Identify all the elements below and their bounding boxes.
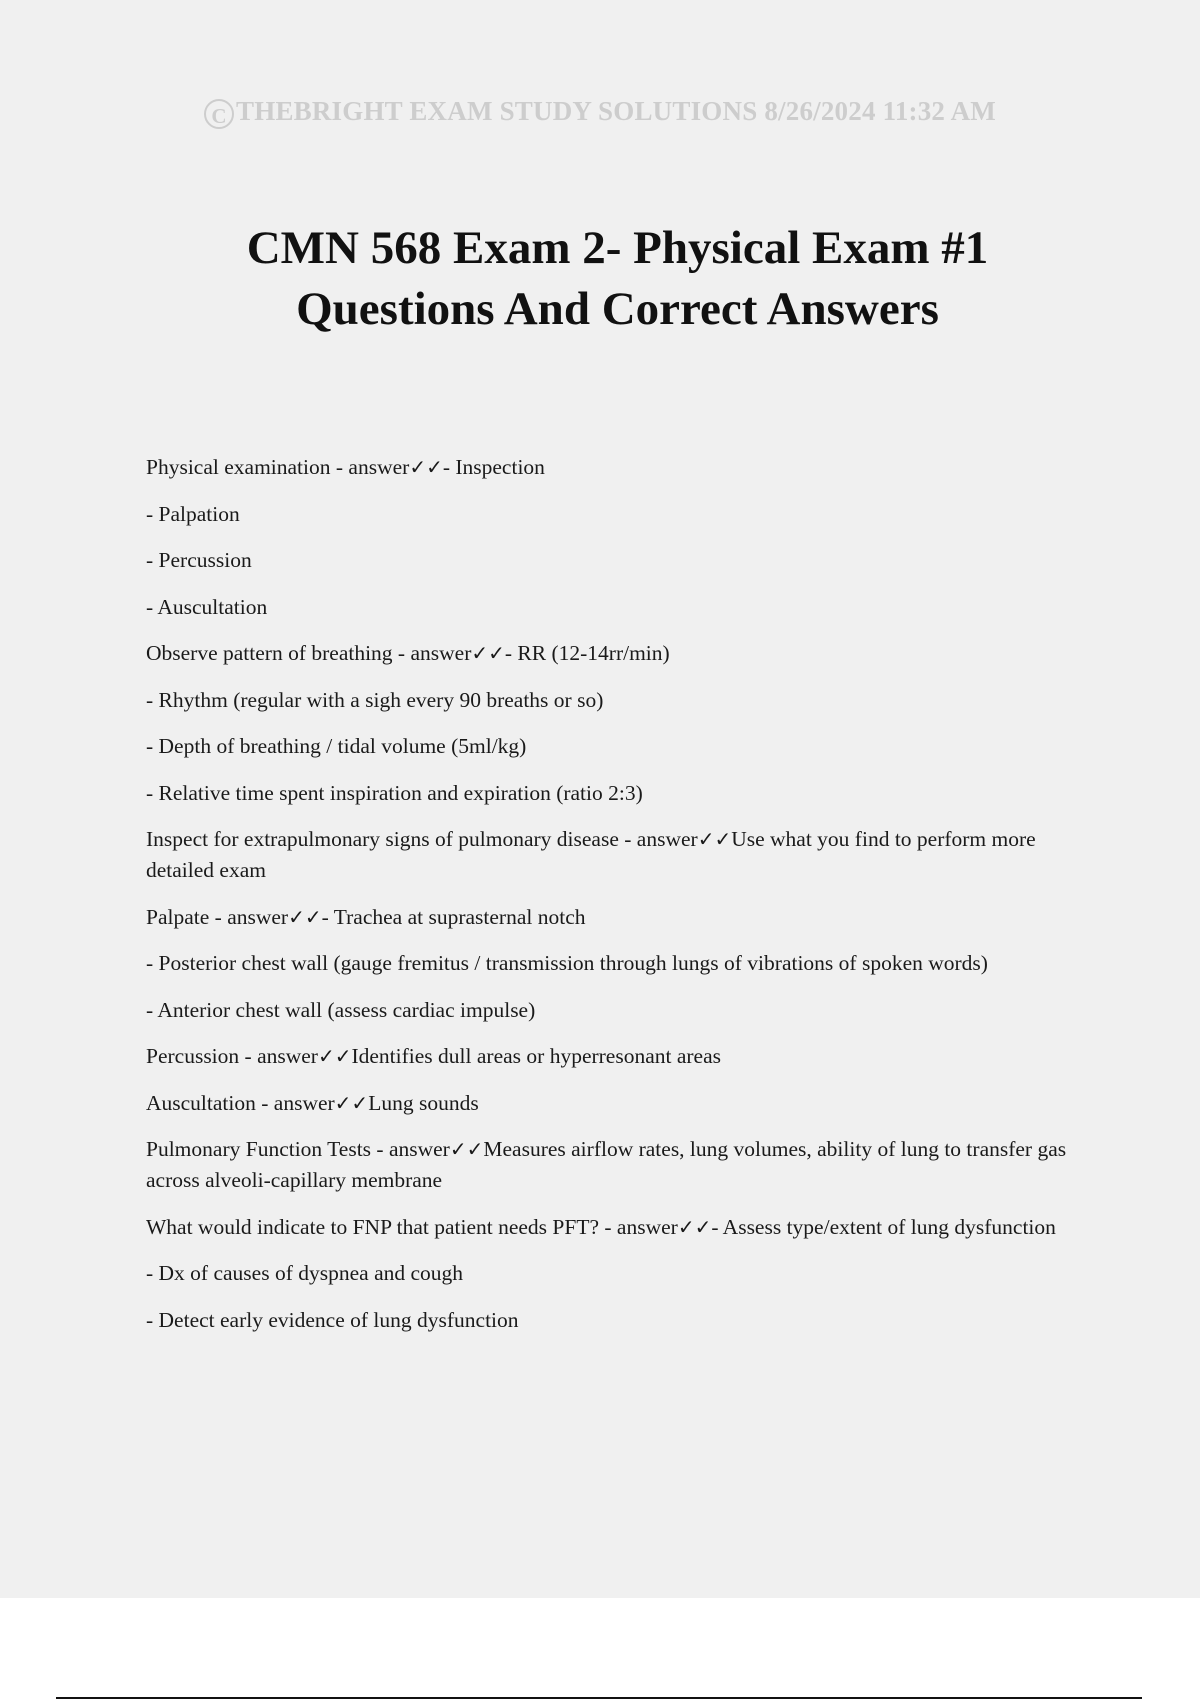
qa-answer-line: - Palpation (146, 501, 240, 526)
question-text: Auscultation - answer (146, 1090, 335, 1115)
answer-text: Identifies dull areas or hyperresonant areas (351, 1044, 722, 1068)
qa-answer-line: - Depth of breathing / tidal volume (5ml/kg) (146, 734, 527, 758)
watermark-text: THEBRIGHT EXAM STUDY SOLUTIONS 8/26/2024 11:32 AM (236, 96, 996, 126)
qa-question-line (146, 1088, 1076, 1119)
document-title (0, 218, 1200, 340)
qa-answer-line: - Anterior chest wall (assess cardiac impulse) (146, 997, 536, 1022)
qa-question-line (146, 1212, 1076, 1243)
qa-answer-line: - Rhythm (regular with a sigh every 90 breaths or so) (146, 687, 604, 712)
answer-text: - Trachea at suprasternal notch (321, 904, 586, 929)
question-text: Palpate - answer (146, 904, 289, 929)
qa-answer-line: - Percussion (146, 548, 252, 572)
question-text: Pulmonary Function Tests - answer (146, 1137, 450, 1161)
qa-question-line (146, 1041, 1076, 1072)
qa-answer-line: - Detect early evidence of lung dysfunction (146, 1307, 519, 1332)
qa-list (146, 452, 1076, 1351)
answer-text: Measures airflow rates, lung volumes, ability of lung to transfer gas across alveoli-capillary membrane (146, 1137, 1067, 1192)
watermark (0, 96, 1200, 129)
qa-answer-line: - Auscultation (146, 594, 268, 619)
qa-answer-line: - Relative time spent inspiration and expiration (ratio 2:3) (146, 780, 643, 805)
answer-text: - Inspection (442, 455, 545, 479)
qa-answer-line: - Dx of causes of dyspnea and cough (146, 1261, 464, 1285)
check-icon: ✓✓ (334, 1090, 369, 1115)
question-text: Physical examination - answer (146, 455, 410, 479)
title-line-2: Questions And Correct Answers (296, 283, 939, 335)
question-text: Percussion - answer (146, 1044, 318, 1068)
qa-question-line (146, 1134, 1076, 1196)
title-line-1: CMN 568 Exam 2- Physical Exam #1 (246, 222, 989, 274)
check-icon: ✓✓ (677, 1214, 712, 1239)
question-text: Observe pattern of breathing - answer (146, 641, 472, 665)
answer-text: Use what you find to perform more detailed exam (146, 827, 1036, 882)
qa-question-line (146, 824, 1076, 886)
check-icon: ✓✓ (288, 904, 322, 929)
check-icon: ✓✓ (317, 1044, 352, 1068)
check-icon: ✓✓ (409, 455, 443, 479)
qa-answer-line: - Posterior chest wall (gauge fremitus / transmission through lungs of vibrations of spoken words) (146, 951, 988, 975)
copyright-icon: C (204, 99, 234, 129)
check-icon: ✓✓ (449, 1137, 484, 1161)
answer-text: - RR (12-14rr/min) (504, 641, 670, 665)
qa-question-line (146, 638, 1076, 669)
question-text: What would indicate to FNP that patient needs PFT? - answer (146, 1214, 678, 1239)
answer-text: Lung sounds (368, 1090, 479, 1115)
check-icon: ✓✓ (697, 827, 732, 851)
answer-text: - Assess type/extent of lung dysfunction (711, 1214, 1056, 1239)
question-text: Inspect for extrapulmonary signs of pulmonary disease - answer (146, 827, 698, 851)
check-icon: ✓✓ (471, 641, 505, 665)
footer-rule (56, 1697, 1142, 1699)
qa-question-line (146, 902, 1076, 933)
qa-question-line (146, 452, 1076, 483)
